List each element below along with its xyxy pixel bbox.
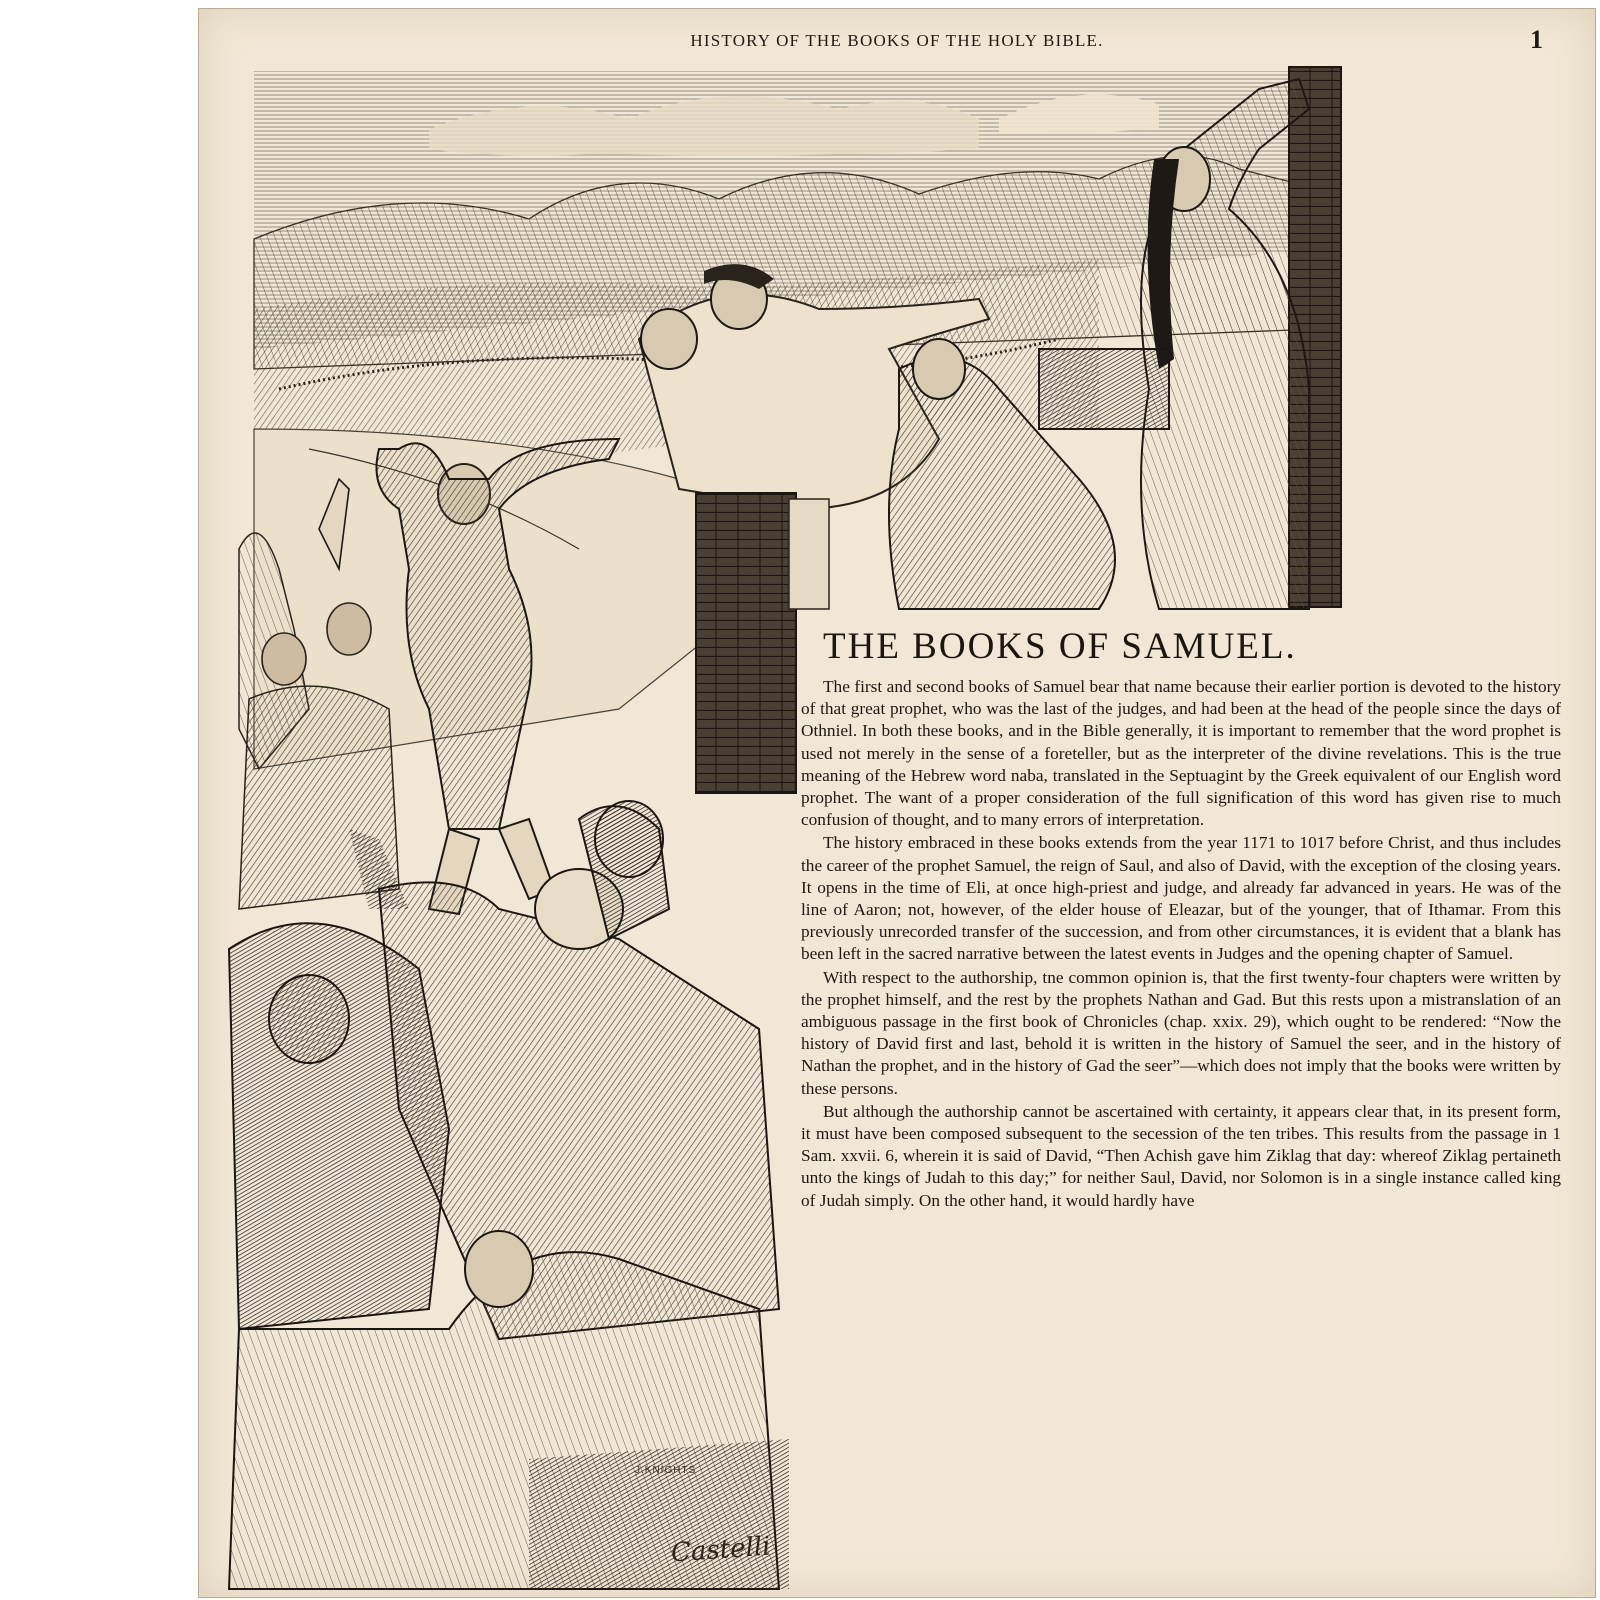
article-title: THE BOOKS OF SAMUEL. [823, 626, 1297, 667]
running-head: HISTORY OF THE BOOKS OF THE HOLY BIBLE. [690, 31, 1104, 50]
page-sheet [198, 8, 1596, 1598]
stone-pillar [696, 493, 796, 793]
artist-signature: Castelli [670, 1531, 772, 1569]
article-text [801, 625, 1561, 1212]
paragraph: But although the authorship cannot be ascertained with certainty, it appears clear that, in its present form, it must have been composed subsequent to the secession of the ten tribes. This results from the passage in 1 Sam. xxvii. 6, wherein it is said of David, “Then Achish gave him Ziklag that day: whereof Ziklag pertaineth unto the kings of Judah to this day;” for neither Saul, David, nor Solomon is in a single instance called king of Judah simply. On the other hand, it would hardly have [801, 1101, 1561, 1210]
lower-crowd [229, 801, 789, 1589]
paragraph: With respect to the authorship, tne common opinion is, that the first twenty-four chapters were written by the prophet himself, and the rest by the prophets Nathan and Gad. But this rests upon a mistranslation of an ambiguous passage in the first book of Chronicles (chap. xxix. 29), which ought to be rendered: “Now the history of David first and last, behold it is written in the history of Samuel the seer, and in the history of Nathan the prophet, and in the history of Gad the seer”—which does not imply that the books were written by these persons. [801, 967, 1561, 1098]
engraver-mark: J.KNIGHTS [635, 1465, 697, 1476]
paragraph: The history embraced in these books extends from the year 1171 to 1017 before Christ, and thus includes the career of the prophet Samuel, the reign of Saul, and also of David, with the exception of the closing years. It opens in the time of Eli, at once high-priest and judge, and already far advanced in years. He was of the line of Aaron; not, however, of the elder house of Eleazar, but of the younger, that of Ithamar. From this previously unrecorded transfer of the succession, and from other circumstances, it is evident that a blank has been left in the sacred narrative between the latest events in Judges and the opening chapter of Samuel. [801, 833, 1561, 964]
page-number: 1 [1530, 25, 1543, 54]
paragraph: The first and second books of Samuel bear that name because their earlier portion is devoted to the history of that great prophet, who was the last of the judges, and had been at the head of the people since the days of Othniel. In both these books, and in the Bible generally, it is important to remember that the word prophet is used not merely in the sense of a foreteller, but as the interpreter of the divine revelations. This is the true meaning of the Hebrew word naba, translated in the Septuagint by the Greek equivalent of our English word prophet. The want of a proper consideration of the full signification of this word has given rise to much confusion of thought, and to many errors of interpretation. [801, 677, 1561, 830]
